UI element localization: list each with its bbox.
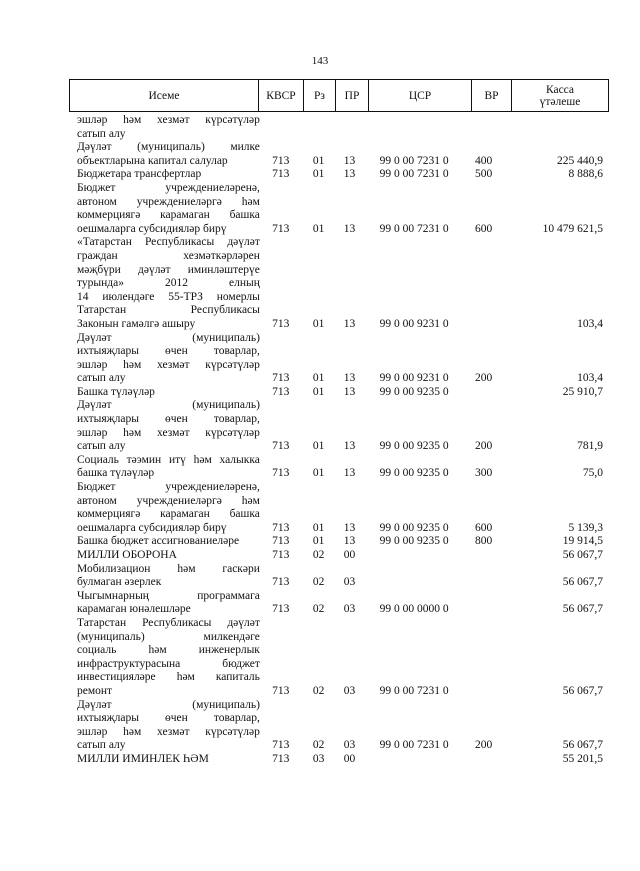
row-pr: 03 [343,684,356,697]
row-kvsr: 713 [272,467,290,480]
row-name-line: башка түләүләр [77,467,155,480]
row-kvsr: 713 [272,549,290,561]
row-name [77,236,260,331]
row-name-line: Татарстан Республикасы дәүләт [77,616,260,629]
page-number: 143 [311,55,329,67]
row-pr: 03 [343,739,356,752]
row-name [77,168,260,182]
row-name-line: оешмаларга субсидияләр бирү [77,521,227,534]
row-name-line: Башка бюджет ассигнованиеләре [77,535,240,548]
table-row [77,549,603,563]
row-rz: 02 [312,684,325,697]
row-pr: 13 [343,440,356,453]
row-csr: 99 0 00 9235 0 [379,440,449,453]
row-name-line: Бюджет учреждениеләренә, [77,181,260,194]
row-kassa: 103,4 [577,317,603,330]
table-row [77,399,603,453]
row-kvsr: 713 [272,385,290,398]
header-kassa-line2: үтәлеше [539,95,581,108]
row-kassa: 5 139,3 [568,521,603,534]
header-csr: ЦСР [369,80,472,111]
row-csr: 99 0 00 9235 0 [379,521,449,534]
row-rz: 01 [312,440,325,453]
row-name-line: эшләр һәм хезмәт күрсәтүләр [77,358,260,371]
row-name [77,549,260,563]
row-name [77,753,260,767]
table-row [77,753,603,767]
row-pr: 13 [343,535,356,548]
row-name [77,141,260,168]
row-name-line: мәҗбүри дәүләт иминләштерүе [77,263,260,276]
row-name-line: сатып алу [77,372,126,385]
table-row [77,617,603,699]
row-vr: 200 [475,372,493,385]
row-name [77,481,260,535]
row-vr: 300 [475,467,493,480]
row-rz: 01 [312,317,325,330]
row-name [77,617,260,699]
row-name-line: «Татарстан Республикасы дәүләт [77,236,260,249]
row-name-line: сатып алу [77,127,126,140]
row-csr: 99 0 00 7231 0 [379,154,449,167]
table-row [77,141,603,168]
row-kassa: 75,0 [582,467,603,480]
row-name-line: оешмаларга субсидияләр бирү [77,222,227,235]
table-row [77,236,603,331]
row-name [77,386,260,400]
row-csr: 99 0 00 7231 0 [379,168,449,181]
table-header [69,79,609,112]
row-kassa: 56 067,7 [562,684,603,697]
header-kassa [512,80,608,111]
table-row [77,590,603,617]
row-name-line: Социаль тәэмин итү һәм халыкка [77,453,260,466]
row-rz: 01 [312,521,325,534]
row-csr: 99 0 00 0000 0 [379,603,449,616]
row-name-line: эшләр һәм хезмәт күрсәтүләр [77,725,260,738]
row-name-line: сатып алу [77,440,126,453]
header-kvsr: КВСР [259,80,304,111]
header-vr: ВР [472,80,512,111]
header-rz: Рз [304,80,336,111]
table-row [77,563,603,590]
row-name-line: инфраструктурасына бюджет [77,657,260,670]
row-name [77,590,260,617]
row-kassa: 225 440,9 [557,154,603,167]
row-kassa: 56 067,7 [562,739,603,752]
row-name-line: 14 июлендәге 55-ТРЗ номерлы [77,290,260,303]
row-name [77,399,260,453]
row-rz: 01 [312,168,325,181]
table-row [77,114,603,141]
row-pr: 13 [343,385,356,398]
row-vr: 200 [475,739,493,752]
row-name-line: ихтыяҗлары өчен товарлар, [77,345,260,358]
table-row [77,168,603,182]
row-kvsr: 713 [272,168,290,181]
row-kassa: 55 201,5 [562,752,603,765]
row-name-line: Дәүләт (муниципаль) милке [77,141,260,154]
row-csr: 99 0 00 9231 0 [379,317,449,330]
row-name-line: Татарстан Республикасы [77,304,260,317]
row-pr: 13 [343,154,356,167]
row-name-line: Законын гамәлгә ашыру [77,317,196,330]
table-row [77,332,603,386]
table-row [77,481,603,535]
header-pr: ПР [336,80,369,111]
row-pr: 13 [343,317,356,330]
row-kvsr: 713 [272,372,290,385]
row-name-line: булмаган әзерлек [77,576,162,589]
row-name [77,699,260,753]
row-name-line: ремонт [77,684,113,697]
row-name-line: Дәүләт (муниципаль) [77,331,260,344]
row-kassa: 8 888,6 [568,168,603,181]
row-rz: 01 [312,222,325,235]
row-kvsr: 713 [272,535,290,548]
row-rz: 03 [312,752,325,765]
row-name-line: ихтыяҗлары өчен товарлар, [77,413,260,426]
row-name [77,563,260,590]
row-csr: 99 0 00 7231 0 [379,684,449,697]
row-name-line: коммерциягә карамаган башка [77,209,260,222]
header-name: Исеме [70,80,259,111]
row-kvsr: 713 [272,222,290,235]
table-row [77,182,603,236]
row-name-line: эшләр һәм хезмәт күрсәтүләр [77,114,260,126]
table-row [77,386,603,400]
row-rz: 01 [312,154,325,167]
row-name-line: эшләр һәм хезмәт күрсәтүләр [77,426,260,439]
row-vr: 500 [475,168,493,181]
row-name-line: граждан хезмәткәрләрен [77,249,260,262]
row-rz: 01 [312,467,325,480]
row-csr: 99 0 00 9235 0 [379,385,449,398]
row-rz: 01 [312,535,325,548]
row-name-line: МИЛЛИ ОБОРОНА [77,549,177,561]
row-kvsr: 713 [272,576,290,589]
row-name-line: турында» 2012 елның [77,277,260,290]
row-kvsr: 713 [272,739,290,752]
row-pr: 00 [343,549,356,561]
row-rz: 02 [312,576,325,589]
row-csr: 99 0 00 7231 0 [379,739,449,752]
row-name-line: Башка түләүләр [77,385,155,398]
row-vr: 600 [475,521,493,534]
row-name-line: Дәүләт (муниципаль) [77,698,260,711]
row-vr: 200 [475,440,493,453]
row-name [77,535,260,549]
row-kassa: 56 067,7 [562,576,603,589]
row-kvsr: 713 [272,752,290,765]
row-rz: 02 [312,603,325,616]
row-kvsr: 713 [272,684,290,697]
row-pr: 03 [343,576,356,589]
row-name-line: сатып алу [77,739,126,752]
table-row [77,454,603,481]
row-name-line: коммерциягә карамаган башка [77,508,260,521]
row-name-line: ихтыяҗлары өчен товарлар, [77,712,260,725]
row-vr: 800 [475,535,493,548]
row-pr: 00 [343,752,356,765]
table-row [77,699,603,753]
row-name-line: Бюджет учреждениеләренә, [77,481,260,494]
row-csr: 99 0 00 9231 0 [379,372,449,385]
row-pr: 13 [343,168,356,181]
row-name-line: Бюджетара трансфертлар [77,168,202,181]
row-pr: 03 [343,603,356,616]
row-kvsr: 713 [272,521,290,534]
row-pr: 13 [343,372,356,385]
row-pr: 13 [343,222,356,235]
row-kassa: 781,9 [577,440,603,453]
row-csr: 99 0 00 9235 0 [379,535,449,548]
row-name-line: (муниципаль) милкендәге [77,630,260,643]
row-kassa: 56 067,7 [562,603,603,616]
row-kvsr: 713 [272,317,290,330]
row-name-line: МИЛЛИ ИМИНЛЕК ҺӘМ [77,752,209,765]
row-name-line: объектларына капитал салулар [77,154,228,167]
row-kassa: 10 479 621,5 [542,222,603,235]
table-body [77,114,603,767]
row-kvsr: 713 [272,603,290,616]
row-name [77,454,260,481]
row-vr: 400 [475,154,493,167]
table-row [77,535,603,549]
row-kvsr: 713 [272,154,290,167]
row-rz: 02 [312,739,325,752]
row-name-line: инвестицияләре һәм капиталь [77,671,260,684]
row-vr: 600 [475,222,493,235]
row-kassa: 25 910,7 [562,385,603,398]
row-name [77,332,260,386]
row-csr: 99 0 00 7231 0 [379,222,449,235]
row-kassa: 19 914,5 [562,535,603,548]
row-name-line: социаль һәм инженерлык [77,644,260,657]
row-rz: 01 [312,372,325,385]
row-name-line: Дәүләт (муниципаль) [77,399,260,412]
header-kassa-line1: Касса [545,83,575,96]
row-pr: 13 [343,521,356,534]
row-kassa: 103,4 [577,372,603,385]
row-name-line: автоном учреждениеләргә һәм [77,494,260,507]
row-name-line: карамаган юнәлешләре [77,603,191,616]
row-rz: 02 [312,549,325,561]
row-kvsr: 713 [272,440,290,453]
row-name-line: Мобилизацион һәм гаскәри [77,562,260,575]
row-name-line: автоном учреждениеләргә һәм [77,195,260,208]
row-name [77,182,260,236]
row-csr: 99 0 00 9235 0 [379,467,449,480]
row-name [77,114,260,141]
row-kassa: 56 067,7 [562,549,603,561]
row-pr: 13 [343,467,356,480]
row-name-line: Чыгымнарның программага [77,589,260,602]
row-rz: 01 [312,385,325,398]
